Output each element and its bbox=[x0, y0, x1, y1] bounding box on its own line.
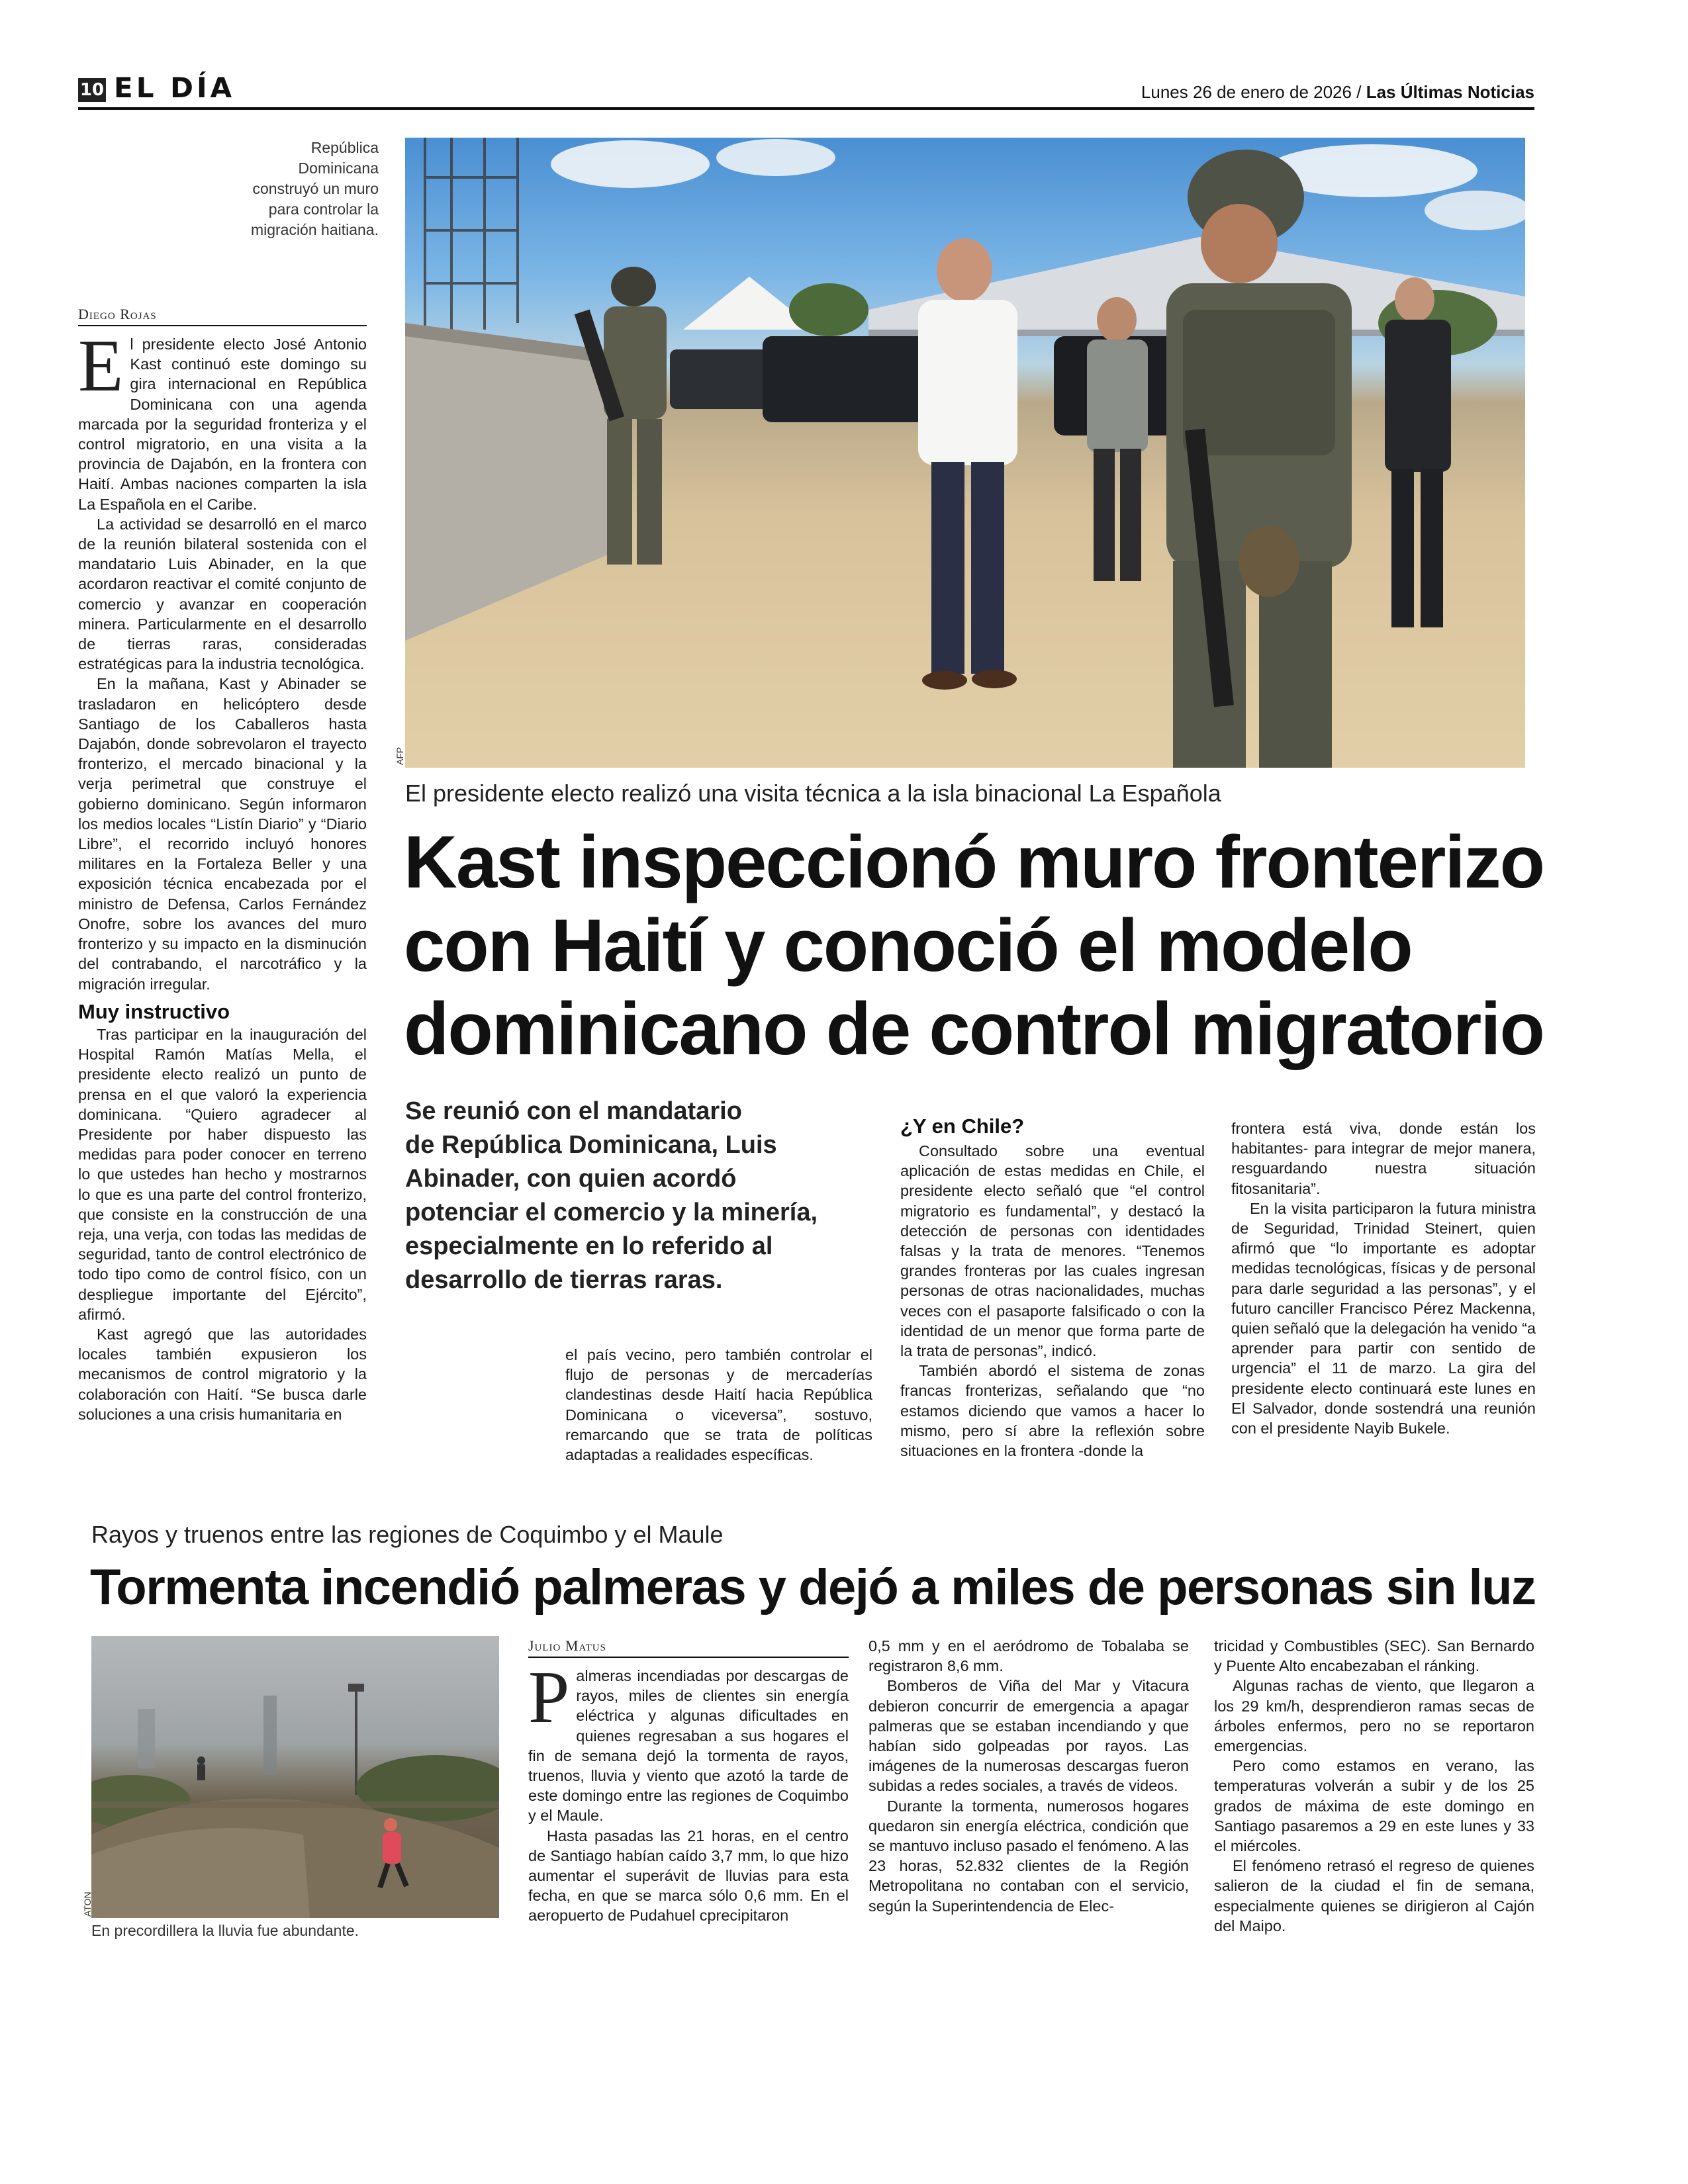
paragraph-text: almeras incendiadas por descargas de rayos, miles de clientes sin energía eléctrica y algunas dificultades en quienes regresaban a sus hogares el fin de semana dejó la tormenta de rayos, truenos, lluvia y viento que azotó la tarde de este domingo entre las regiones de Coquimbo y el Maule. bbox=[528, 1667, 849, 1825]
bajada-line: desarrollo de tierras raras. bbox=[405, 1266, 723, 1294]
subhead: Muy instructivo bbox=[78, 999, 230, 1023]
subhead: ¿Y en Chile? bbox=[900, 1115, 1025, 1138]
column-text bbox=[900, 1141, 1205, 1461]
paragraph: Hasta pasadas las 21 horas, en el centro de Santiago habían caído 3,7 mm, lo que hizo aumentar el superávit de lluvias para esta fecha, en que se marca sólo 0,6 mm. En el aeropuerto de Pudahuel cprecipitaron bbox=[528, 1827, 849, 1925]
column-text bbox=[78, 325, 367, 1424]
main-photo-illustration bbox=[405, 138, 1525, 768]
paragraph: 0,5 mm y en el aeródromo de Tobalaba se registraron 8,6 mm. bbox=[868, 1637, 1189, 1675]
photo-caption: En precordillera la lluvia fue abundante. bbox=[91, 1922, 359, 1939]
paragraph: Durante la tormenta, numerosos hogares quedaron sin energía eléctrica, condición que se mantuvo incluso pasado el fenómeno. A las 23 horas, 52.832 clientes de la Región Metropolitana no contaban con el servicio, según la Superintendencia de Elec- bbox=[868, 1797, 1189, 1915]
bajada-line: especialmente en lo referido al bbox=[405, 1232, 773, 1260]
issue-date: Lunes 26 de enero de 2026 bbox=[1141, 82, 1352, 102]
column-text bbox=[528, 1657, 849, 1926]
article2-column-3 bbox=[1214, 1636, 1534, 1936]
storm-photo-illustration bbox=[91, 1636, 499, 1918]
bajada-line: potenciar el comercio y la minería, bbox=[405, 1199, 818, 1226]
article2-column-2 bbox=[868, 1636, 1189, 1916]
page-number: 10 bbox=[78, 78, 106, 102]
article-kicker: El presidente electo realizó una visita técnica a la isla binacional La Española bbox=[405, 780, 1221, 807]
article2-column-1 bbox=[528, 1637, 849, 1926]
article-headline bbox=[404, 821, 1544, 1071]
paragraph: La actividad se desarrolló en el marco de la reunión bilateral sostenida con el mandatario Luis Abinader, en la que acordaron reactivar el comité conjunto de comercio y avanzar en cooperación minera. Particularmente en el desarrollo de tierras raras, consideradas estratégicas para la industria tecnológica. bbox=[78, 515, 367, 673]
paragraph: Consultado sobre una eventual aplicación de estas medidas en Chile, el presidente electo señaló que “el control migratorio es fundamental”, y destacó la detección de personas con identidades falsas y la trata de menores. “Tenemos grandes fronteras por las cuales ingresan personas de otras nacionalidades, muchas veces con el pasaporte falsificado o con la identidad de un menor que forma parte de la trata de personas”, indicó. bbox=[900, 1142, 1205, 1360]
article-column-1 bbox=[78, 306, 367, 1424]
paragraph: Pero como estamos en verano, las temperaturas volverán a subir y de los 25 grados de máxima de este domingo en Santiago pasaremos a 29 en este lunes y 33 el miércoles. bbox=[1214, 1757, 1534, 1855]
paragraph: Tras participar en la inauguración del Hospital Ramón Matías Mella, el presidente electo realizó un punto de prensa en el que valoró la experiencia dominicana. “Quiero agradecer al Presidente por haber dispuesto las medidas para poder conocer en terreno lo que ustedes han hecho y mostrarnos lo que es una parte del control fronterizo, que consiste en la construcción de una reja, una verja, con todas las medidas de seguridad, tanto de control electrónico de todo tipo como de control físico, con un despliegue importante del Ejército”, afirmó. bbox=[78, 1025, 367, 1323]
publication-name: Las Últimas Noticias bbox=[1366, 82, 1534, 102]
paragraph-text: l presidente electo José Antonio Kast continuó este domingo su gira internacional en República Dominicana con una agenda marcada por la seguridad fronteriza y el control migratorio, en una visita a la provincia de Dajabón, en la frontera con Haití. Ambas naciones comparten la isla La Española en el Caribe. bbox=[78, 336, 367, 513]
article-bajada bbox=[405, 1095, 895, 1297]
paragraph: También abordó el sistema de zonas francas fronterizas, señalando que “no estamos diciendo que vamos a hacer lo mismo, pero sí abre la reflexión sobre situaciones en la frontera -donde la bbox=[900, 1362, 1205, 1460]
header-dateline bbox=[1141, 82, 1534, 103]
paragraph: el país vecino, pero también controlar el flujo de personas y de mercaderías clandestinas desde Haití hacia República Dominicana o viceversa”, sostuvo, remarcando que se trata de políticas adaptadas a realidades específicas. bbox=[565, 1346, 872, 1464]
article2-headline: Tormenta incendió palmeras y dejó a miles de personas sin luz bbox=[90, 1559, 1536, 1615]
paragraph: Algunas rachas de viento, que llegaron a los 29 km/h, desprendieron ramas secas de árboles enfermos, pero no se reportaron emergencias. bbox=[1214, 1677, 1534, 1755]
paragraph bbox=[78, 325, 367, 514]
bajada-line: de República Dominicana, Luis bbox=[405, 1131, 777, 1159]
headline-line: dominicano de control migratorio bbox=[404, 987, 1544, 1070]
bajada-line: Se reunió con el mandatario bbox=[405, 1097, 742, 1125]
header-rule bbox=[78, 107, 1534, 110]
header-separator: / bbox=[1356, 82, 1362, 102]
bajada-line: Abinader, con quien acordó bbox=[405, 1165, 737, 1193]
article-column-4 bbox=[1231, 1118, 1536, 1438]
article-column-2 bbox=[565, 1345, 872, 1465]
storm-photo bbox=[91, 1636, 499, 1918]
paragraph: Kast agregó que las autoridades locales también expusieron los mecanismos de control migratorio y la colaboración con Haití. “Se busca darle soluciones a una crisis humanitaria en bbox=[78, 1325, 367, 1423]
article2-kicker: Rayos y truenos entre las regiones de Coquimbo y el Maule bbox=[91, 1521, 724, 1548]
paragraph bbox=[528, 1657, 849, 1826]
paragraph: Bomberos de Viña del Mar y Vitacura debieron concurrir de emergencia a apagar palmeras que se estaban incendiando y que habían sido golpeadas por rayos. Las imágenes de la numerosas descargas fueron subidas a redes sociales, a través de videos. bbox=[868, 1677, 1189, 1795]
paragraph: tricidad y Combustibles (SEC). San Bernardo y Puente Alto encabezaban el ránking. bbox=[1214, 1637, 1534, 1675]
headline-line: con Haití y conoció el modelo bbox=[404, 904, 1412, 987]
dropcap: P bbox=[528, 1657, 570, 1739]
paragraph: En la mañana, Kast y Abinader se trasladaron en helicóptero desde Santiago de los Caballeros hasta Dajabón, donde sobrevolaron el trayecto fronterizo, el mercado binacional y la verja perimetral que construye el gobierno dominicano. Según informaron los medios locales “Listín Diario” y “Diario Libre”, el recorrido incluyó honores militares en la Fortaleza Beller y una exposición técnica encabezada por el ministro de Defensa, Carlos Fernández Onofre, sobre los avances del muro fronterizo y su impacto en la disminución del contrabando, el narcotráfico y la migración irregular. bbox=[78, 675, 367, 993]
byline: Julio Matus bbox=[528, 1637, 849, 1658]
paragraph: frontera está viva, donde están los habitantes- para integrar de mejor manera, resguardando nuestra situación fitosanitaria”. bbox=[1231, 1120, 1536, 1197]
photo-caption: República Dominicana construyó un muro para controlar la migración haitiana. bbox=[250, 139, 379, 238]
main-photo bbox=[405, 138, 1525, 768]
article-column-3 bbox=[900, 1115, 1205, 1461]
headline-line: Kast inspeccionó muro fronterizo bbox=[404, 821, 1544, 903]
dropcap: E bbox=[78, 325, 124, 407]
photo-credit: ATON bbox=[82, 1891, 93, 1917]
paragraph: En la visita participaron la futura ministra de Seguridad, Trinidad Steinert, quien afirmó que “lo importante es adoptar medidas tecnológicas, físicas y de personal para darle seguridad a las personas”, y el futuro canciller Francisco Pérez Mackenna, quien señaló que la delegación ha venido “a aprender para partir con sentido de urgencia” el 11 de marzo. La gira del presidente electo continuará este lunes en El Salvador, donde sostendrá una reunión con el presidente Nayib Bukele. bbox=[1231, 1199, 1536, 1437]
section-name: EL DÍA bbox=[114, 71, 236, 104]
paragraph: El fenómeno retrasó el regreso de quienes salieron de la ciudad el fin de semana, especialmente quienes se dirigieron al Cajón del Maipo. bbox=[1214, 1857, 1534, 1934]
byline: Diego Rojas bbox=[78, 306, 367, 326]
photo-credit: AFP bbox=[395, 747, 405, 765]
